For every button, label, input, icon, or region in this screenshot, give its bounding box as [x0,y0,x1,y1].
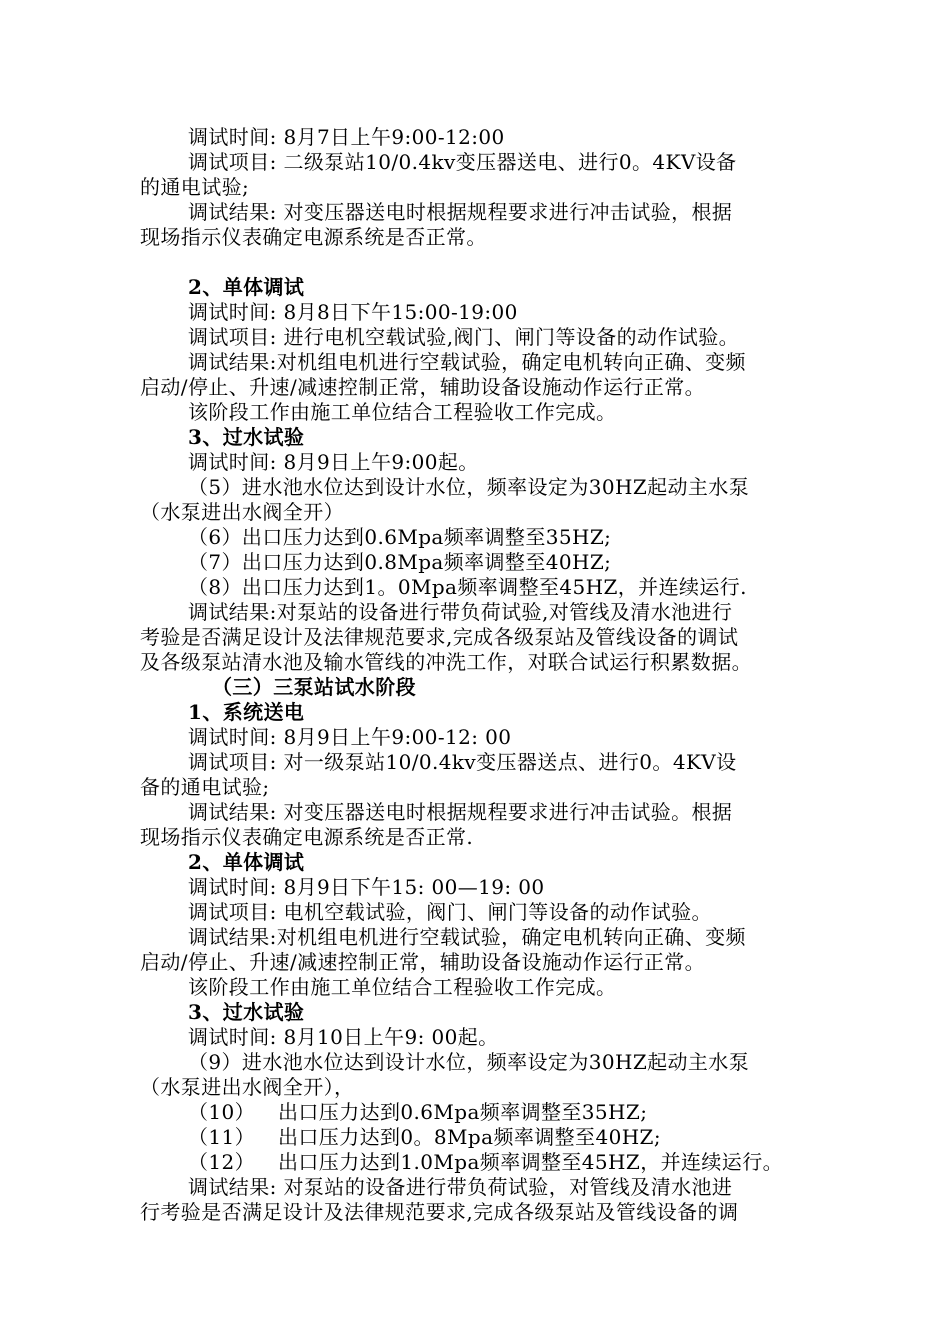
text-line: 调试结果:对泵站的设备进行带负荷试验,对管线及清水池进行 [188,600,733,624]
section-heading: 3、过水试验 [188,1000,305,1024]
text-line: 的通电试验; [140,175,250,199]
item-number: （11） [188,1125,256,1149]
text-line: （6）出口压力达到0.6Mpa频率调整至35HZ; [188,525,612,549]
text-line: 考验是否满足设计及法律规范要求,完成各级泵站及管线设备的调试 [140,625,739,649]
text-line: 调试结果:对机组电机进行空载试验，确定电机转向正确、变频 [188,350,746,374]
text-line: 启动/停止、升速/减速控制正常，辅助设备设施动作运行正常。 [140,950,706,974]
text-line: 调试项目: 二级泵站10/0.4kv变压器送电、进行0。4KV设备 [188,150,737,174]
text-line: 调试时间: 8月9日上午9:00-12: 00 [188,725,512,749]
text-line: （8）出口压力达到1。0Mpa频率调整至45HZ，并连续运行. [188,575,747,599]
text-line: （9）进水池水位达到设计水位，频率设定为30HZ起动主水泵 [188,1050,750,1074]
text-line: 调试时间: 8月7日上午9:00-12:00 [188,125,505,149]
text-line: 现场指示仪表确定电源系统是否正常。 [140,225,487,249]
text-line: 启动/停止、升速/减速控制正常，辅助设备设施动作运行正常。 [140,375,706,399]
section-heading: 3、过水试验 [188,425,305,449]
item-text: 出口压力达到0。8Mpa频率调整至40HZ; [278,1125,661,1149]
section-heading: 2、单体调试 [188,275,305,299]
section-heading: （三）三泵站试水阶段 [212,675,416,699]
text-line: 调试结果: 对泵站的设备进行带负荷试验，对管线及清水池进 [188,1175,733,1199]
text-line: 该阶段工作由施工单位结合工程验收工作完成。 [188,975,617,999]
text-line: （水泵进出水阀全开）， [140,1075,355,1099]
numbered-item [140,1100,858,1124]
text-line: 备的通电试验; [140,775,270,799]
text-line: 现场指示仪表确定电源系统是否正常. [140,825,474,849]
item-text: 出口压力达到1.0Mpa频率调整至45HZ，并连续运行。 [278,1150,783,1174]
item-text: 出口压力达到0.6Mpa频率调整至35HZ; [278,1100,648,1124]
text-line: （水泵进出水阀全开） [140,500,344,524]
text-line: 调试结果: 对变压器送电时根据规程要求进行冲击试验，根据 [188,200,733,224]
numbered-item [140,1125,858,1149]
text-line: 调试时间: 8月8日下午15:00-19:00 [188,300,518,324]
text-line: 调试项目: 进行电机空载试验,阀门、闸门等设备的动作试验。 [188,325,740,349]
text-line: 该阶段工作由施工单位结合工程验收工作完成。 [188,400,617,424]
text-line: 调试结果:对机组电机进行空载试验，确定电机转向正确、变频 [188,925,746,949]
text-line: （7）出口压力达到0.8Mpa频率调整至40HZ; [188,550,612,574]
text-line: 调试项目: 电机空载试验，阀门、闸门等设备的动作试验。 [188,900,712,924]
text-line: 调试时间: 8月9日上午9:00起。 [188,450,479,474]
item-number: （10） [188,1100,256,1124]
text-line: 调试结果: 对变压器送电时根据规程要求进行冲击试验。根据 [188,800,733,824]
text-line: （5）进水池水位达到设计水位，频率设定为30HZ起动主水泵 [188,475,750,499]
section-heading: 1、系统送电 [188,700,305,724]
numbered-item [140,1150,858,1174]
text-line: 行考验是否满足设计及法律规范要求,完成各级泵站及管线设备的调 [140,1200,739,1224]
text-line: 调试时间: 8月9日下午15: 00—19: 00 [188,875,545,899]
item-number: （12） [188,1150,256,1174]
text-line: 调试时间: 8月10日上午9: 00起。 [188,1025,499,1049]
text-line: 调试项目: 对一级泵站10/0.4kv变压器送点、进行0。4KV设 [188,750,737,774]
section-heading: 2、单体调试 [188,850,305,874]
text-line: 及各级泵站清水池及输水管线的冲洗工作，对联合试运行积累数据。 [140,650,752,674]
